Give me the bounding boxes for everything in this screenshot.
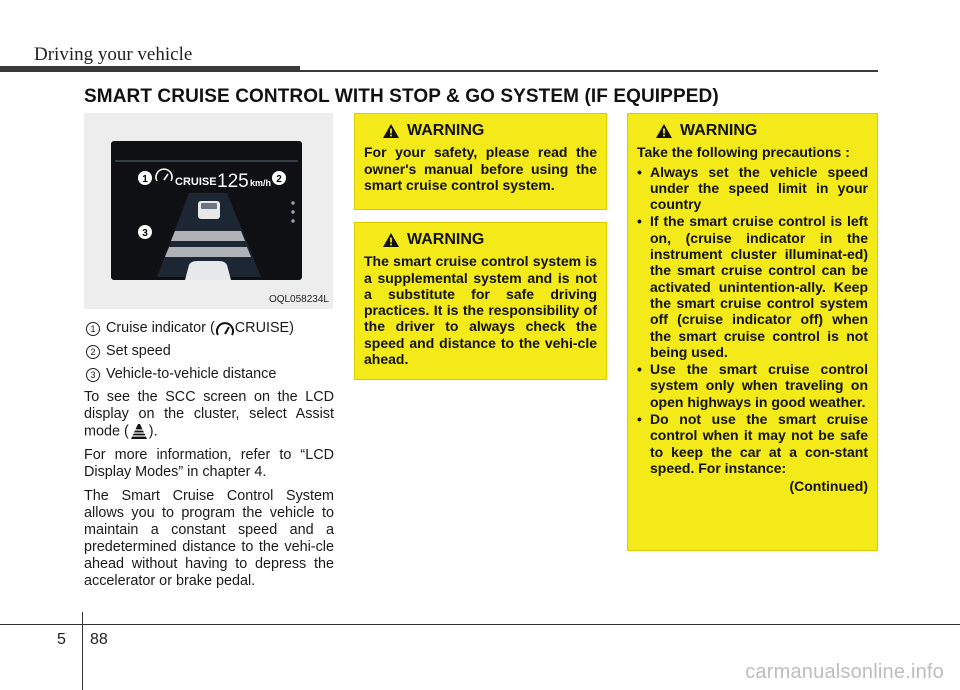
warning-box-3 (627, 113, 878, 551)
warning-triangle-icon (382, 123, 400, 139)
warning-title: WARNING (407, 231, 485, 248)
callout-item-3 (84, 366, 334, 383)
warning-header (382, 232, 597, 248)
lcd-figure (84, 113, 333, 309)
warning-text: The smart cruise control system is a supplemental system and is not a substitute for safe driving practices. It is the responsibility of the driver to always check the speed and distance to the vehi-cle ahead. (364, 253, 597, 368)
callout-number-3: 3 (86, 368, 100, 382)
item2-text: Set speed (106, 343, 171, 359)
header-rule (300, 70, 878, 72)
para-scc-screen (84, 389, 334, 440)
left-column (84, 320, 334, 597)
list-item: • Always set the vehicle speed under the speed limit in your country (637, 164, 868, 213)
warning-title: WARNING (680, 122, 758, 139)
figure-code: OQL058234L (268, 294, 329, 305)
footer-rule (0, 624, 960, 625)
warning-triangle-icon (655, 123, 673, 139)
item1-text-a: Cruise indicator ( (106, 320, 215, 336)
distance-level-dot (291, 219, 294, 222)
item1-text-b: CRUISE) (234, 320, 294, 336)
page-number: 88 (90, 631, 108, 648)
cruise-indicator-icon (215, 321, 235, 337)
section-number: 5 (57, 631, 66, 648)
lcd-illustration (111, 141, 302, 280)
lead-vehicle-icon (198, 201, 220, 219)
callout-3-label: 3 (142, 228, 148, 239)
callout-item-1 (84, 320, 334, 337)
distance-level-dot (291, 201, 294, 204)
watermark: carmanualsonline.info (745, 661, 944, 683)
warning-text: For your safety, please read the owner's manual before using the smart cruise control system. (364, 144, 597, 193)
cruise-indicator-icon (156, 169, 172, 181)
item3-text: Vehicle-to-vehicle distance (106, 366, 277, 382)
callout-number-1: 1 (86, 322, 100, 336)
callout-1-label: 1 (142, 174, 148, 185)
callout-number-2: 2 (86, 345, 100, 359)
header-bar (0, 66, 300, 72)
warning-triangle-icon (382, 232, 400, 248)
callout-item-2 (84, 343, 334, 360)
list-item: • Do not use the smart cruise control when it may not be safe to keep the car at a con-stant speed. For instance: (637, 411, 868, 476)
lcd-cruise-text: CRUISE (175, 176, 217, 188)
warning-header (655, 123, 868, 139)
chapter-title: Driving your vehicle (34, 44, 193, 65)
continued-label: (Continued) (789, 478, 868, 495)
warning-box-1 (354, 113, 607, 210)
para1-text-a: To see the SCC screen on the LCD display on the cluster, select Assist mode ( (84, 389, 334, 440)
lcd-speed-unit: km/h (250, 178, 272, 188)
warning-header (382, 123, 597, 139)
para1-text-b: ). (148, 423, 158, 440)
lcd-screen (111, 141, 302, 280)
warning-intro: Take the following precautions : (637, 144, 850, 161)
list-item: • Use the smart cruise control system only when traveling on open highways in good weather. (637, 361, 868, 410)
precautions-list (637, 164, 868, 477)
para-more-info: For more information, refer to “LCD Display Modes” in chapter 4. (84, 447, 334, 481)
section-title: SMART CRUISE CONTROL WITH STOP & GO SYSTEM (IF EQUIPPED) (84, 86, 719, 107)
para-description: The Smart Cruise Control System allows you to program the vehicle to maintain a constant speed and a predetermined distance to the vehi-cle ahead without having to depress the accelerator or brake pedal. (84, 488, 334, 590)
assist-mode-icon (129, 423, 149, 440)
warning-title: WARNING (407, 122, 485, 139)
footer-divider (82, 612, 83, 690)
callout-2-label: 2 (276, 174, 282, 185)
warning-box-2 (354, 222, 607, 380)
lcd-set-speed: 125 (217, 171, 249, 192)
own-vehicle-icon (185, 261, 231, 280)
distance-level-dot (291, 210, 294, 213)
list-item: • If the smart cruise control is left on, (cruise indicator in the instrument cluster illuminat-ed) the smart cruise control can be activated unintention-ally. Keep the smart cruise control system off (cruise indicator off) when the smart cruise control is not being used. (637, 213, 868, 360)
